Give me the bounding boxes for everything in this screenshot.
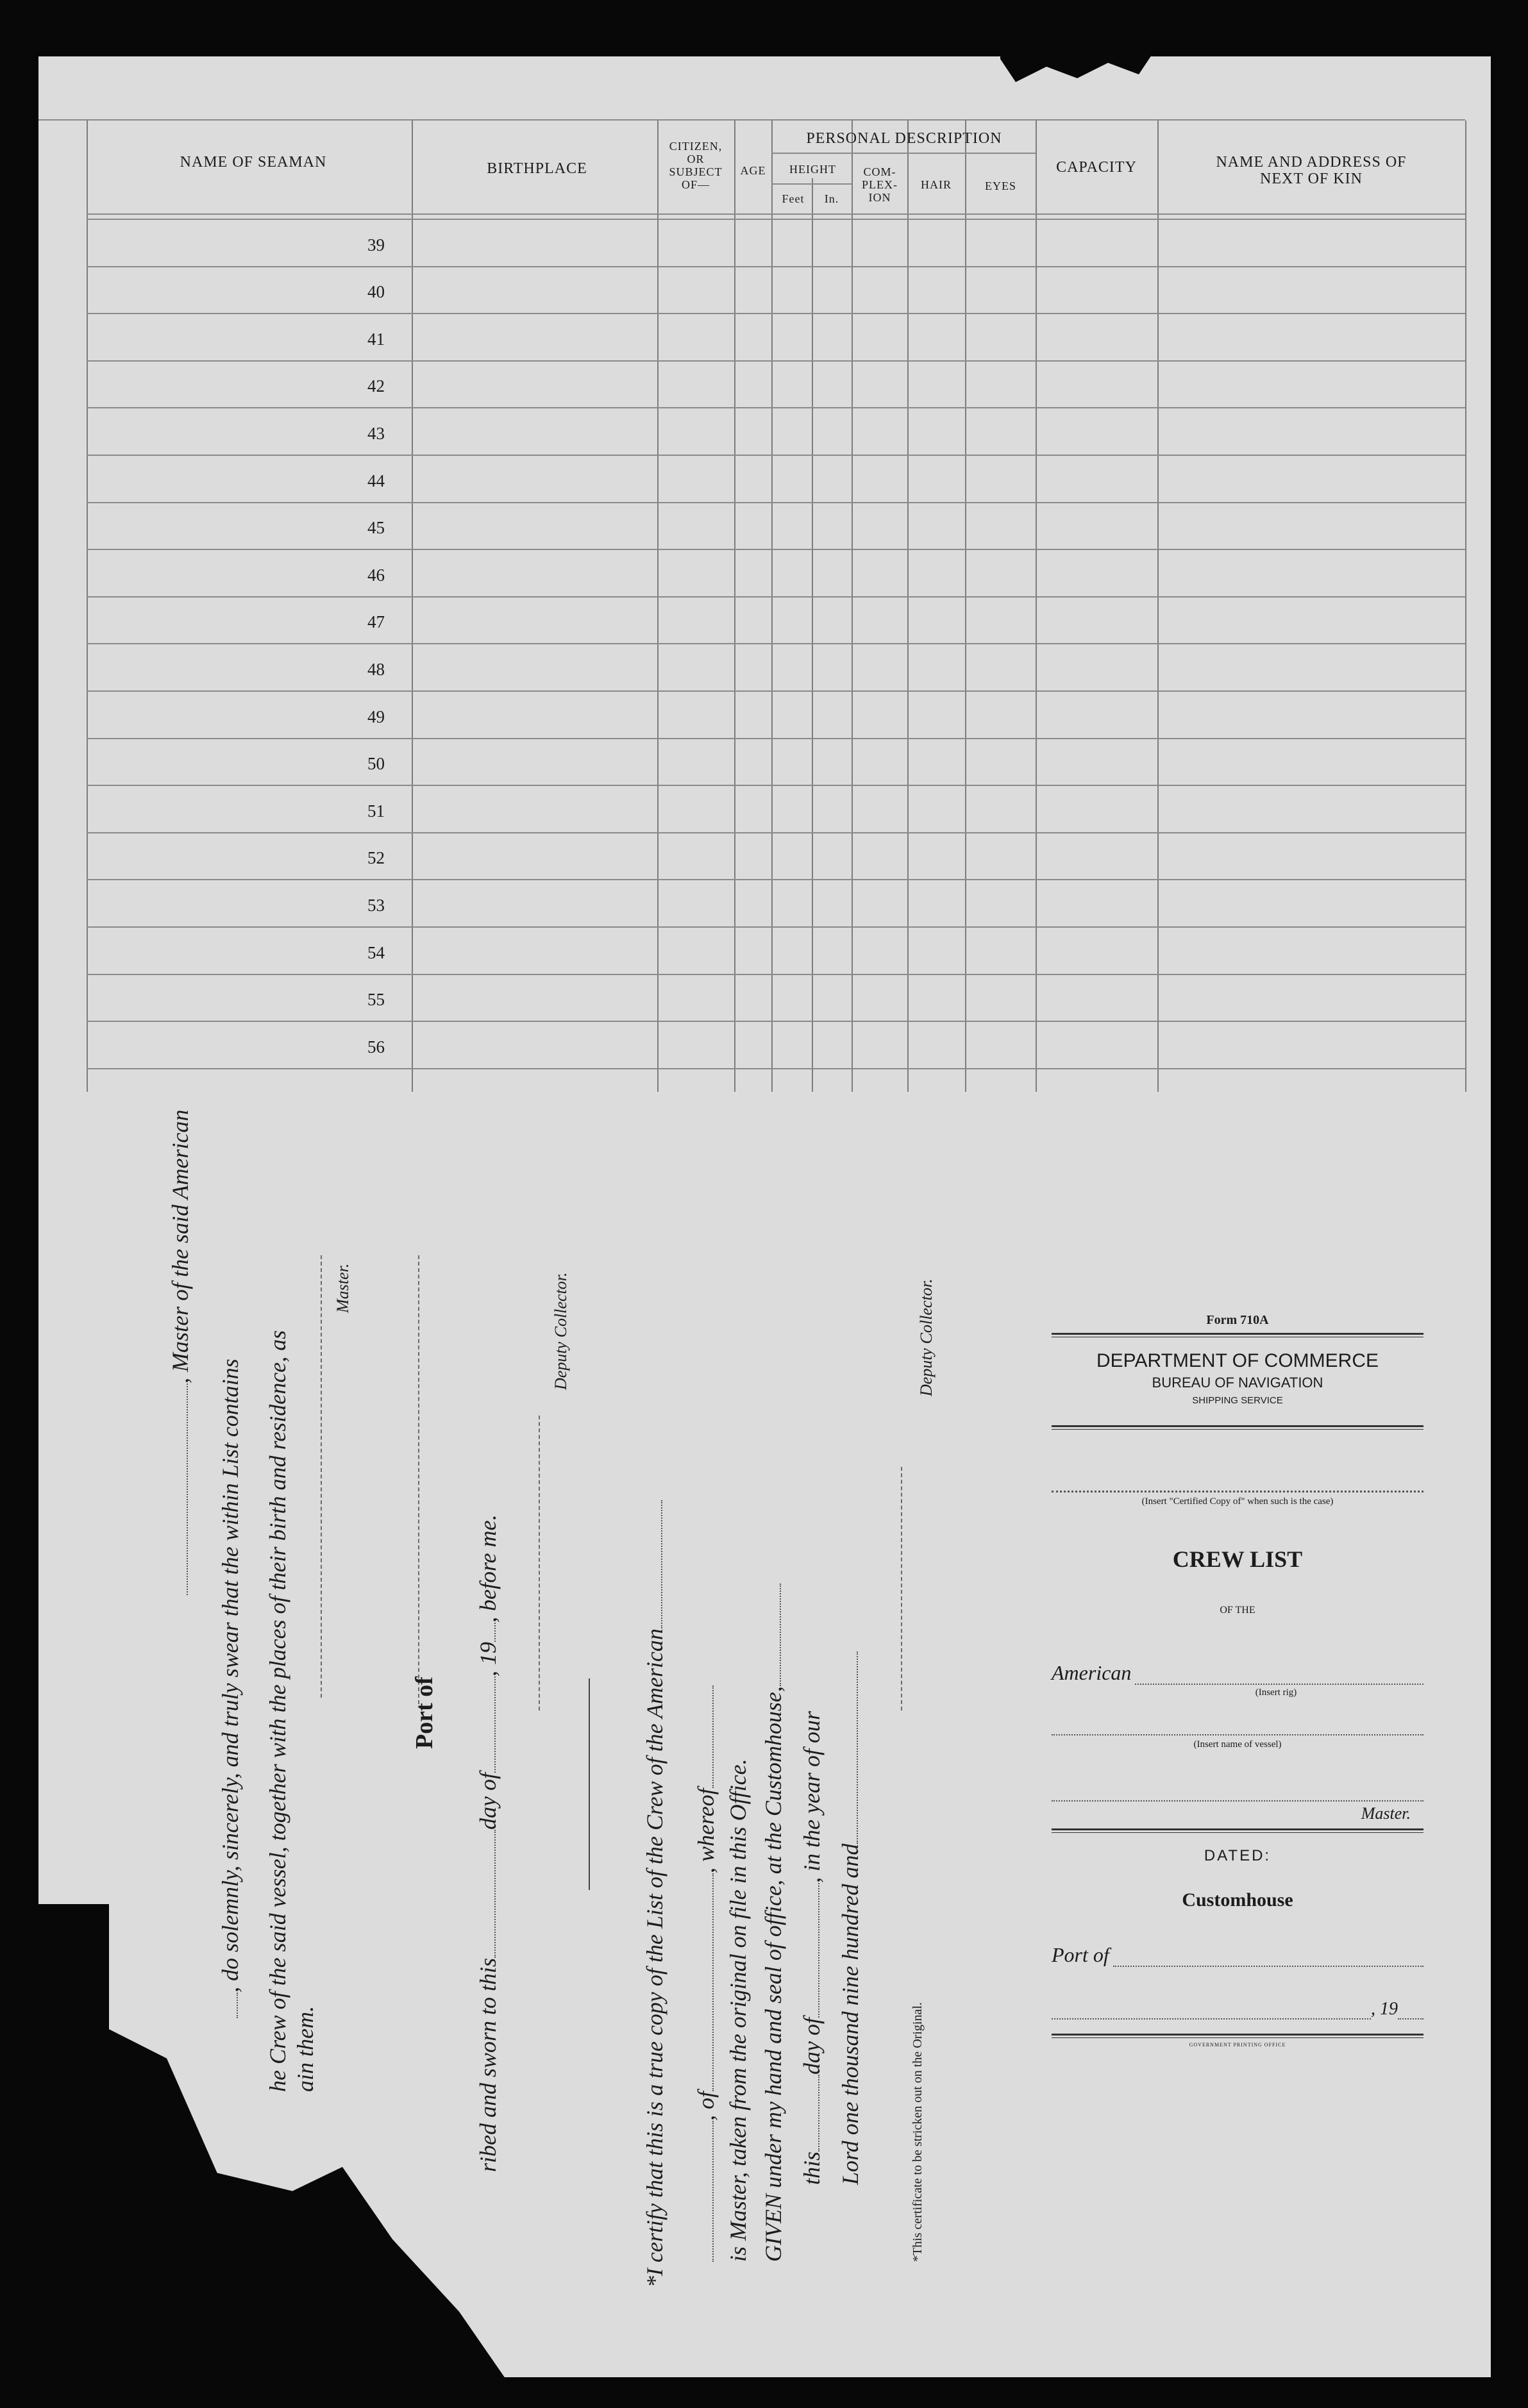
oath-sworn: ribed and sworn to thisday of, 19, before me. (475, 1514, 501, 2172)
port-row (1052, 1943, 1423, 1967)
row-rule (87, 974, 1465, 975)
row-number: 51 (367, 801, 385, 821)
row-number: 44 (367, 471, 385, 490)
year-line[interactable] (1398, 2018, 1423, 2019)
row-number: 53 (367, 896, 385, 915)
cover-year: , 19 (1371, 1999, 1398, 2019)
header-personal: PERSONAL DESCRIPTION (806, 130, 1002, 147)
cover-rule (1052, 1425, 1423, 1430)
header-inches: In. (824, 192, 839, 205)
row-rule (87, 1068, 1465, 1069)
row-number: 55 (367, 990, 385, 1010)
date-row (1052, 1999, 1423, 2019)
cert-line-4: GIVEN under my hand and seal of office, at the Customhouse, (760, 1584, 787, 2262)
american-label: American (1052, 1661, 1132, 1684)
row-rule (87, 1021, 1465, 1022)
row-rule (87, 738, 1465, 739)
cert-line-5: thisday of, in the year of our (799, 1711, 825, 2185)
header-rule (771, 183, 852, 185)
row-rule (87, 690, 1465, 692)
row-rule (87, 596, 1465, 598)
rig-line[interactable] (1135, 1684, 1423, 1685)
row-rule (87, 549, 1465, 550)
row-rule (87, 266, 1465, 267)
row-rule (87, 455, 1465, 456)
header-hair: HAIR (921, 178, 952, 191)
cert-line-1: *I certify that this is a true copy of the List of the Crew of the American (641, 1500, 668, 2287)
column-rule (1465, 121, 1466, 1092)
master-name-line[interactable] (1052, 1800, 1423, 1802)
master-signature-line (321, 1255, 322, 1698)
row-rule (87, 407, 1465, 408)
oath-master-label: Master. (333, 1263, 352, 1313)
of-the: OF THE (1220, 1605, 1255, 1616)
port-line[interactable] (1113, 1966, 1423, 1967)
row-number: 49 (367, 707, 385, 726)
row-number: 56 (367, 1037, 385, 1057)
cert-signature-line (901, 1467, 902, 1710)
row-number: 39 (367, 235, 385, 255)
divider (589, 1678, 590, 1890)
oath-port-of: Port of (411, 1676, 438, 1749)
row-number: 43 (367, 424, 385, 443)
cert-line-6: Lord one thousand nine hundred and (837, 1651, 864, 2185)
cover-rule (1052, 2034, 1423, 2038)
certified-copy-line (1052, 1491, 1423, 1492)
row-rule (87, 832, 1465, 833)
oath-line-2: , do solemnly, sincerely, and truly swear that the within List contains (217, 1359, 244, 2018)
header-eyes: EYES (985, 180, 1016, 192)
form-number: Form 710A (1206, 1313, 1269, 1327)
header-feet: Feet (782, 192, 805, 205)
collector-signature-line (539, 1416, 540, 1710)
header-height: HEIGHT (789, 163, 836, 176)
row-rule (87, 360, 1465, 362)
row-number: 46 (367, 565, 385, 585)
header-rule (38, 119, 1465, 121)
cert-footnote: *This certificate to be stricken out on the Original. (911, 2002, 925, 2262)
row-rule (87, 926, 1465, 928)
crew-list-sheet (38, 56, 1491, 2377)
oath-deputy: Deputy Collector. (551, 1272, 570, 1390)
date-line[interactable] (1052, 2018, 1371, 2019)
department: DEPARTMENT OF COMMERCE (1096, 1350, 1379, 1371)
row-rule (87, 879, 1465, 880)
row-number: 45 (367, 518, 385, 538)
cert-line-2: , of, whereof (693, 1685, 719, 2262)
american-rig-row (1052, 1661, 1423, 1685)
insert-name-note: (Insert name of vessel) (1193, 1739, 1282, 1750)
insert-rig-note: (Insert rig) (1255, 1687, 1297, 1698)
service: SHIPPING SERVICE (1192, 1395, 1283, 1406)
header-birthplace: BIRTHPLACE (487, 160, 587, 177)
header-rule (771, 153, 1036, 154)
cert-line-3: is Master, taken from the original on file in this Office. (725, 1759, 751, 2262)
row-number: 54 (367, 942, 385, 962)
bureau: BUREAU OF NAVIGATION (1152, 1375, 1323, 1391)
printer-imprint: GOVERNMENT PRINTING OFFICE (1189, 2042, 1286, 2048)
cert-deputy: Deputy Collector. (917, 1278, 936, 1396)
row-rule (87, 502, 1465, 503)
row-rule (87, 313, 1465, 314)
row-number: 48 (367, 660, 385, 679)
header-rule (87, 219, 1465, 220)
header-age: AGE (740, 164, 766, 177)
row-rule (87, 785, 1465, 786)
row-number: 52 (367, 848, 385, 868)
dated-label: DATED: (1204, 1847, 1272, 1864)
customhouse-label: Customhouse (1182, 1889, 1293, 1911)
oath-line-3: he Crew of the said vessel, together with the places of their birth and residence, as (265, 1330, 290, 2092)
row-number: 47 (367, 612, 385, 632)
row-number: 40 (367, 282, 385, 302)
row-number: 41 (367, 329, 385, 349)
row-rule (87, 643, 1465, 644)
crew-list-title: CREW LIST (1172, 1546, 1303, 1572)
oath-line-1: , Master of the said American (167, 1110, 194, 1595)
cover-panel (1052, 1313, 1423, 2048)
row-number: 50 (367, 754, 385, 774)
cover-port-of: Port of (1052, 1943, 1109, 1966)
oath-line-4: ain them. (292, 2006, 318, 2092)
cover-rule (1052, 1828, 1423, 1833)
cover-master-label: Master. (1361, 1804, 1411, 1823)
column-rule (812, 178, 813, 1092)
row-number: 42 (367, 376, 385, 396)
header-complexion: COM- PLEX- ION (862, 165, 898, 204)
insert-certified-note: (Insert "Certified Copy of" when such is the case) (1141, 1496, 1334, 1507)
crew-table (38, 56, 1491, 1098)
cover-rule (1052, 1333, 1423, 1337)
header-rule (87, 213, 1465, 215)
header-next-of-kin: NAME AND ADDRESS OF NEXT OF KIN (1216, 154, 1407, 187)
port-line (418, 1255, 419, 1704)
vessel-name-line[interactable] (1052, 1734, 1423, 1735)
header-name: NAME OF SEAMAN (180, 154, 327, 171)
header-capacity: CAPACITY (1056, 159, 1137, 176)
header-citizen: CITIZEN, OR SUBJECT OF— (669, 140, 723, 191)
